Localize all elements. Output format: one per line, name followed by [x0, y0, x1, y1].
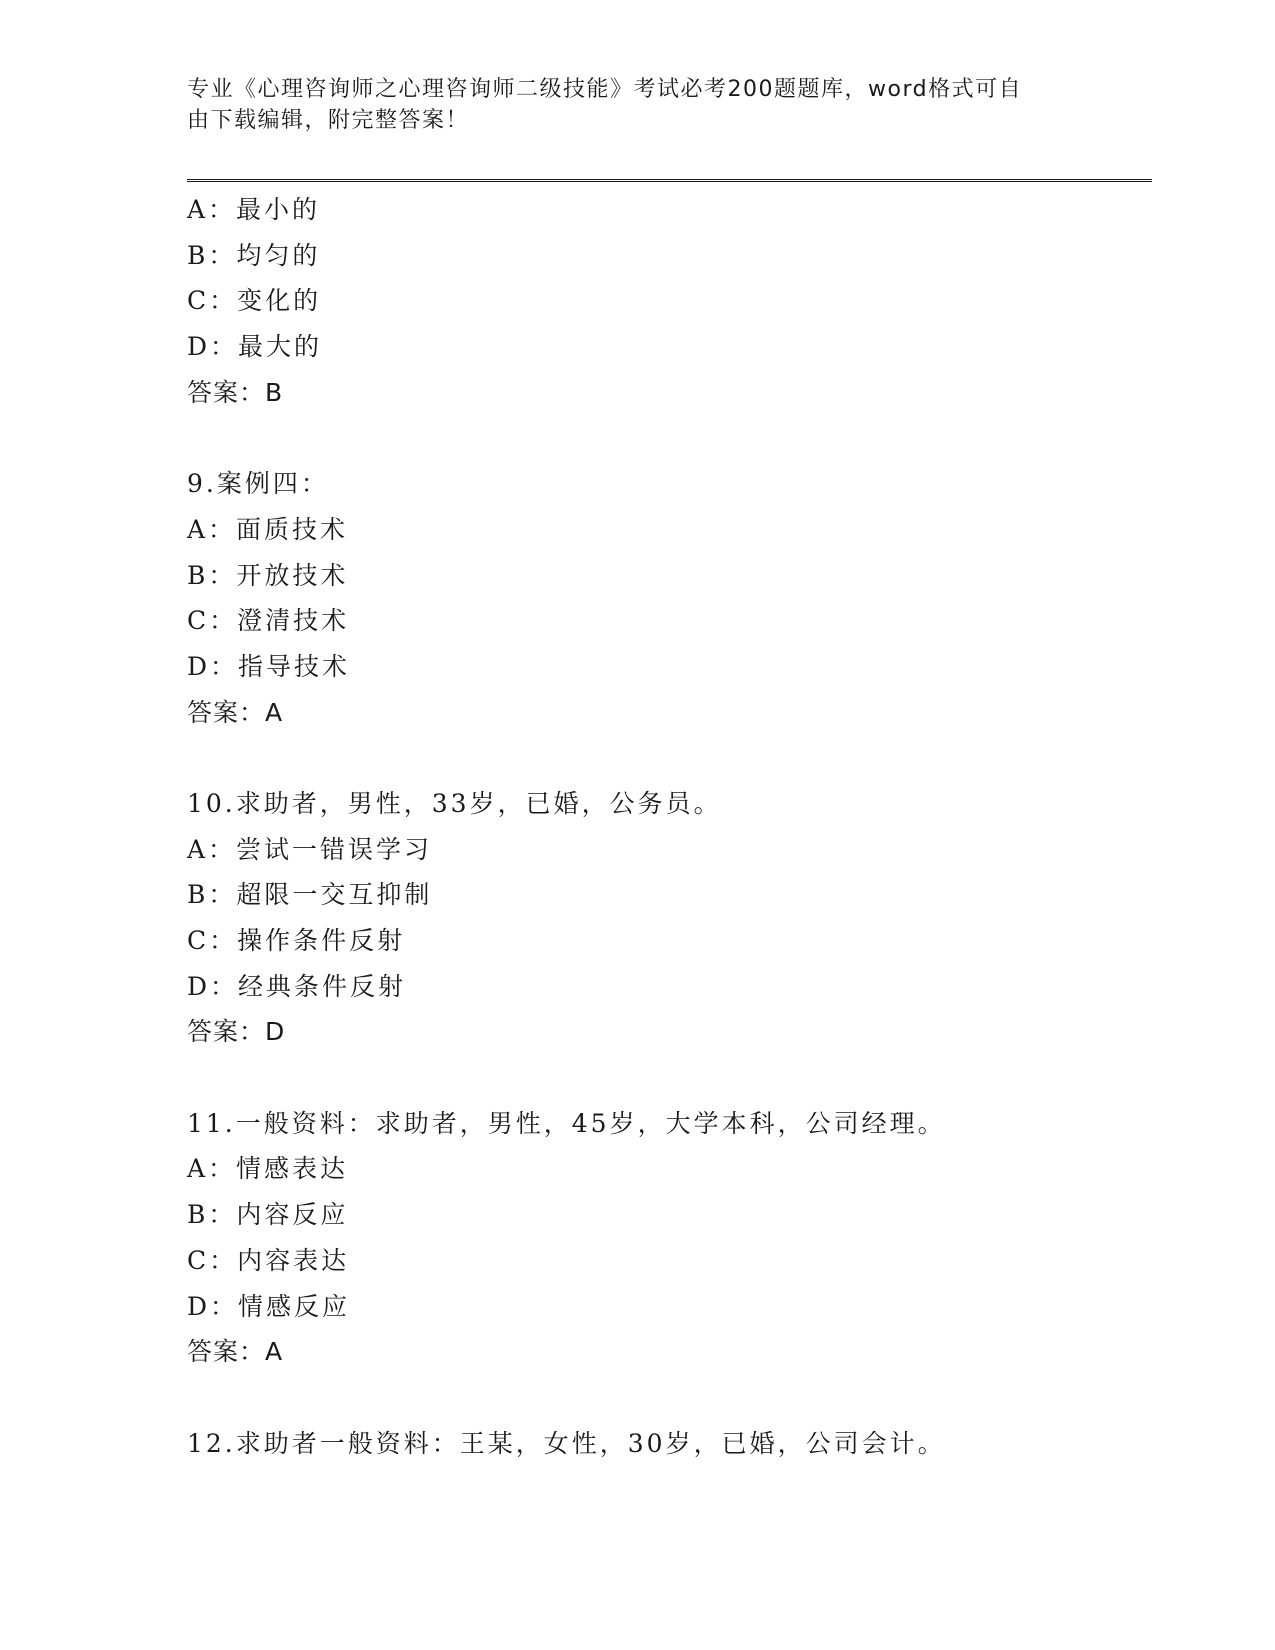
option-c: C：变化的: [187, 286, 322, 316]
option-b: B：开放技术: [187, 560, 349, 590]
question-12: [187, 1421, 1152, 1467]
spacer: [187, 735, 1152, 781]
spacer: [187, 1055, 1152, 1101]
option-c: C：操作条件反射: [187, 926, 406, 955]
header-title-line-2: 由下载编辑，附完整答案！: [187, 108, 470, 133]
option-a: A：尝试一错误学习: [187, 834, 433, 864]
option-c: C：澄清技术: [187, 606, 350, 636]
option-d: D：最大的: [187, 332, 323, 362]
question-stem: 10.求助者，男性，33岁，已婚，公务员。: [187, 788, 722, 818]
question-stem: 9.案例四：: [187, 469, 329, 499]
spacer: [187, 415, 1152, 461]
question-stem: 11.一般资料：求助者，男性，45岁，大学本科，公司经理。: [187, 1108, 946, 1138]
option-a: A：面质技术: [187, 514, 349, 544]
option-d: D：情感反应: [187, 1291, 351, 1321]
spacer: [187, 1375, 1152, 1421]
option-d: D：指导技术: [187, 651, 351, 681]
question-stem: 12.求助者一般资料：王某，女性，30岁，已婚，公司会计。: [187, 1428, 946, 1458]
question-11: [187, 1101, 1152, 1375]
option-b: B：超限一交互抑制: [187, 880, 433, 910]
option-d: D：经典条件反射: [187, 971, 407, 1001]
question-9: [187, 461, 1152, 735]
document-header: [187, 74, 1067, 136]
answer-line: 答案：D: [187, 1017, 286, 1047]
header-divider: [187, 179, 1152, 182]
answer-line: 答案：B: [187, 377, 284, 407]
option-b: B：均匀的: [187, 240, 321, 270]
option-c: C：内容表达: [187, 1245, 350, 1275]
question-10: [187, 781, 1152, 1055]
option-b: B：内容反应: [187, 1200, 349, 1230]
option-a: A：情感表达: [187, 1154, 349, 1184]
header-title-line-1: 专业《心理咨询师之心理咨询师二级技能》考试必考200题题库，word格式可自: [187, 77, 1023, 102]
answer-line: 答案：A: [187, 1337, 284, 1367]
answer-line: 答案：A: [187, 697, 284, 727]
question-list: [187, 187, 1152, 1466]
question-8-continuation: [187, 187, 1152, 415]
option-a: A：最小的: [187, 195, 321, 224]
